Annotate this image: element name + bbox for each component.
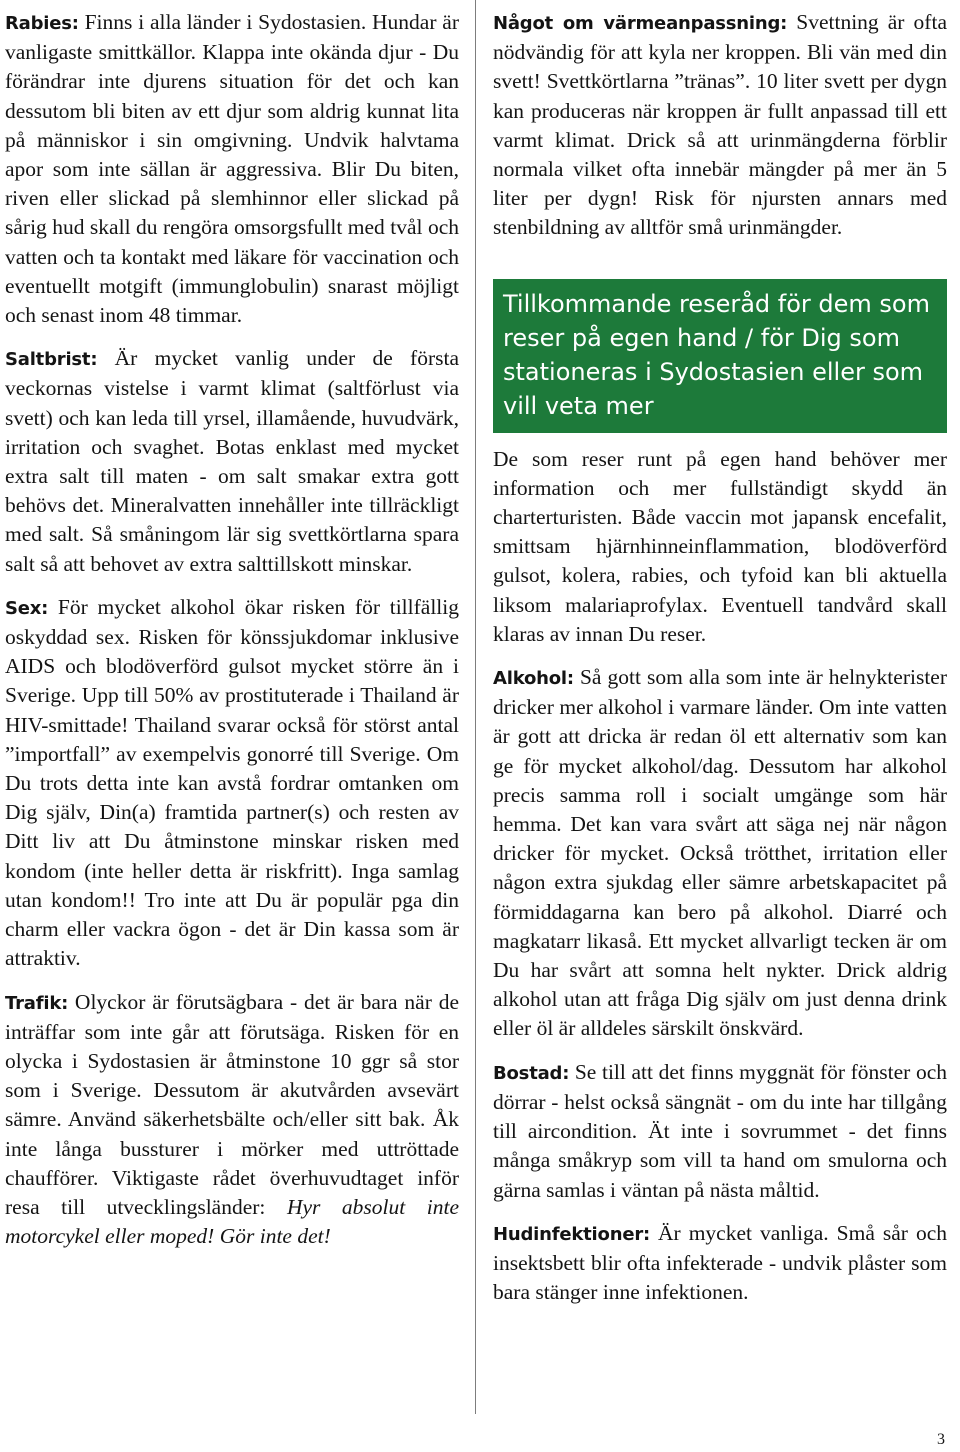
heading-rabies: Rabies: [5, 13, 79, 34]
heading-alkohol: Alkohol: [493, 668, 574, 690]
column-divider [475, 0, 476, 1414]
section-alkohol [493, 663, 947, 1044]
text-intro: De som reser runt på egen hand behöver mer information och mer fullständigt skydd än charterturisten. Både vaccin mot japansk encefalit, smittsam hjärnhinneinflammation, blodöverförd gulsot, kolera, rabies, och tyfoid kan bli aktuella liksom malariaprofylax. Eventuell tandvård skall klaras av innan Du reser. [493, 446, 947, 646]
text-saltbrist: Är mycket vanlig under de första veckornas vistelse i varmt klimat (saltförlust via svett) och kan leda till yrsel, illamående, huvudvärk, irritation och svaghet. Botas enklast med mycket extra salt till maten - om salt smakar extra gott behövs det. Mineralvatten innehåller inte tillräckligt med salt. Så småningom lär sig svettkörtlarna spara salt så att behovet av extra salttillskott minskar. [5, 346, 459, 576]
text-bostad: Se till att det finns myggnät för fönster och dörrar - helst också sängnät - om du inte har tillgång till aircondition. Ät inte i sovrummet - det finns många småkryp som vill ta hand om smulorna och gärna samlas i väntan på nästa måltid. [493, 1059, 947, 1202]
text-trafik-italic: Hyr absolut inte motorcykel eller moped! Gör inte det! [5, 1194, 459, 1249]
section-banner: Tillkommande reseråd för dem som reser på egen hand / för Dig som stationeras i Sydostasien eller som vill veta mer [493, 279, 947, 433]
heading-varmeanpassning: Något om värmeanpassning: [493, 13, 788, 34]
text-rabies: Finns i alla länder i Sydostasien. Hundar är vanligaste smittkällor. Klappa inte okända djur - Du förändrar inte djurens situation för det och kan dessutom bli biten av ett djur som aldrig kunnat lita på människor i sin omgivning. Undvik halvtama apor som inte sällan är aggressiva. Blir Du biten, riven eller slickad på slemhinnor eller slickad på sårig hud skall du rengöra omsorgsfullt med tvål och vatten och ta kontakt med läkare för vaccination och eventuellt motgift (immunglobulin) snarast möjligt och senast inom 48 timmar. [5, 10, 459, 328]
heading-hudinfektioner: Hudinfektioner: [493, 1223, 650, 1245]
right-column [493, 8, 947, 1321]
section-rabies [5, 8, 459, 330]
text-trafik: Olyckor är förutsägbara - det är bara när de inträffar som inte går att förutsäga. Risken för en olycka i Sydostasien är åtminstone 10 ggr så stor som i Sverige. Dessutom är akutvården avsevärt sämre. Använd säkerhetsbälte och/eller sitt bak. Åk inte långa bussturer i mörker med uttröttade chaufförer. Viktigaste rådet överhuvudtaget inför resa till utvecklingsländer: [5, 989, 459, 1219]
section-sex [5, 593, 459, 974]
text-alkohol: Så gott som alla som inte är helnykterister dricker mer alkohol i varmare länder. Om inte vatten är gott att dricka är redan öl ett alternativ som kan ge för mycket alkohol/dag. Dessutom har alkohol precis samma roll i socialt umgänge som här hemma. Det kan vara svårt att säga nej när någon dricker för mycket. Också trötthet, irritation eller någon extra sjukdag eller sämre arbetskapacitet på förmiddagarna kan bero på alkohol. Diarré och magkatarr likaså. Ett mycket allvarligt tecken är om Du har svårt att somna helt nykter. Drick aldrig alkohol utan att fråga Dig själv om just denna drink eller öl är alldeles särskilt önskvärd. [493, 665, 947, 1041]
section-varmeanpassning [493, 8, 947, 243]
text-sex: För mycket alkohol ökar risken för tillfällig oskyddad sex. Risken för könssjukdomar inklusive AIDS och blodöverförd gulsot mycket större än i Sverige. Upp till 50% av prostituterade i Thailand är HIV-smittade! Thailand svarar också för störst antal ”importfall” av exempelvis gonorré till Sverige. Om Du trots detta inte kan avstå fordrar omtanken om Dig själv, Din(a) framtida partner(s) och resten av Ditt liv att Du åtminstone minskar risken med kondom (inte heller detta är riskfritt). Inga samlag utan kondom!! Tro inte att Du är populär pga din charm eller vackra ögon - det är Din kassa som är attraktiv. [5, 594, 459, 971]
section-bostad [493, 1058, 947, 1205]
heading-saltbrist: Saltbrist: [5, 349, 98, 371]
heading-sex: Sex: [5, 597, 49, 619]
left-column [5, 8, 459, 1265]
section-hudinfektioner [493, 1219, 947, 1308]
page-number: 3 [937, 1431, 945, 1448]
text-hudinfektioner: Är mycket vanliga. Små sår och insektsbett blir ofta infekterade - undvik plåster som bara stänger inne infektionen. [493, 1220, 947, 1305]
section-saltbrist [5, 344, 459, 579]
heading-trafik: Trafik: [5, 992, 69, 1014]
heading-bostad: Bostad: [493, 1062, 570, 1084]
text-varmeanpassning: Svettning är ofta nödvändig för att kyla ner kroppen. Bli vän med din svett! Svettkörtlarna ”tränas”. 10 liter svett per dygn kan produceras när kroppen är fullt anpassad till ett varmt klimat. Drick så att urinmängderna förblir normala vilket ofta innebär mängder på mer än 5 liter per dygn! Risk för njursten annars med stenbildning av alltför små urinmängder. [493, 10, 947, 240]
section-trafik [5, 988, 459, 1252]
section-intro [493, 445, 947, 649]
